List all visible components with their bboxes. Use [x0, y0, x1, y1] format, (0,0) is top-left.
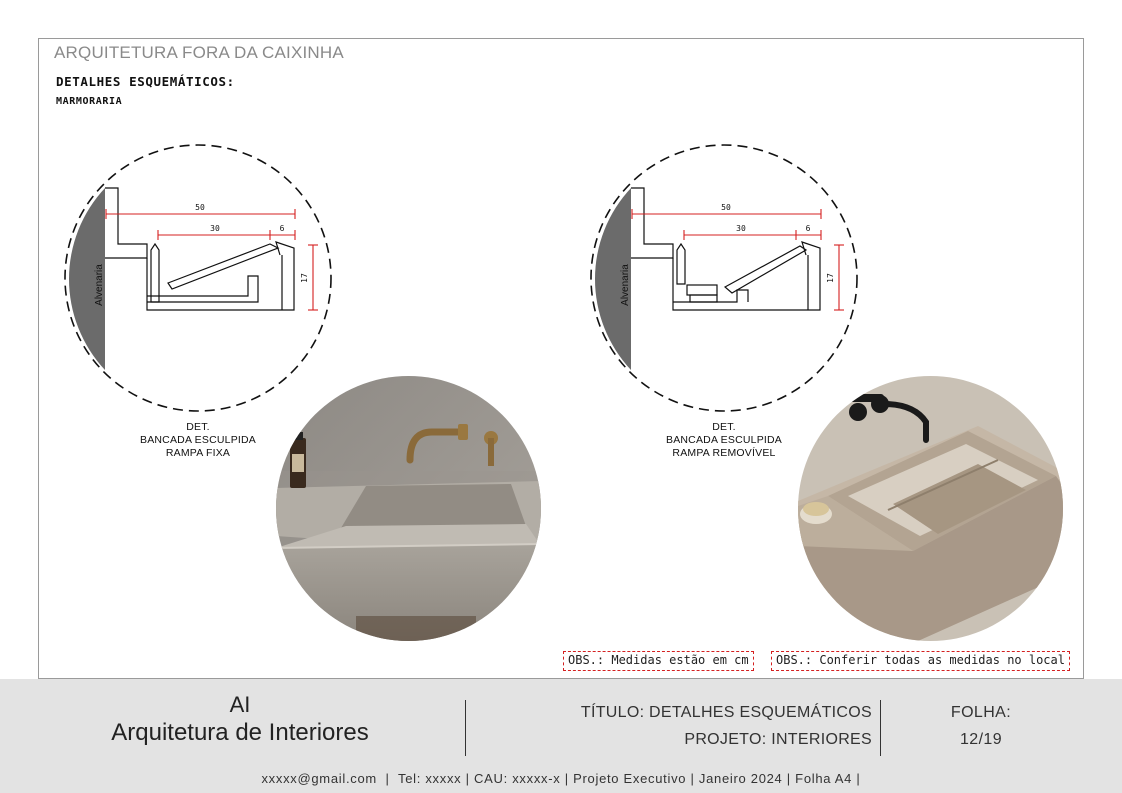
detail-2-basin-outline [673, 242, 820, 310]
detail-1-ramp [168, 244, 278, 289]
detail-2-dim-total: 50 [721, 203, 731, 212]
detail-1-caption-line1: DET. [186, 421, 210, 433]
title-block-divider-left [465, 700, 466, 756]
detail-1-caption-line2: BANCADA ESCULPIDA [139, 434, 257, 446]
detail-2-caption-line2: BANCADA ESCULPIDA [665, 434, 783, 446]
detail-2-basin-lip [677, 244, 685, 284]
detail-1-dim-total: 50 [195, 203, 205, 212]
detail-1-basin-lip [151, 244, 159, 302]
company-name: Arquitetura de Interiores [111, 719, 369, 746]
detail-1-caption-line3: RAMPA FIXA [165, 447, 231, 459]
project-name: PROJETO: INTERIORES [684, 731, 872, 748]
logo-initials: AI [229, 692, 251, 717]
detail-2-drain-base [690, 295, 717, 302]
detail-1-basin-outline [147, 242, 294, 310]
brand-title: ARQUITETURA FORA DA CAIXINHA [54, 43, 344, 62]
detail-1-dim-height: 17 [300, 273, 309, 283]
detail-2-wall-label: Alvenaria [620, 264, 631, 306]
detail-2-countertop-back [631, 188, 673, 258]
obs-units-note: OBS.: Medidas estão em cm [563, 651, 754, 671]
section-subtitle: MARMORARIA [56, 96, 123, 107]
detail-1-basin-floor [147, 276, 258, 302]
title-block-footer: xxxxx@gmail.com | Tel: xxxxx | CAU: xxxxx-x | Projeto Executivo | Janeiro 2024 | Folha A4 | [261, 771, 861, 786]
detail-1-dim-basin: 30 [210, 224, 220, 233]
sheet-label: FOLHA: [950, 704, 1012, 721]
sheet-title: TÍTULO: DETALHES ESQUEMÁTICOS [580, 704, 872, 721]
detail-1-dim-edge: 6 [279, 224, 285, 233]
detail-2-dim-edge: 6 [805, 224, 811, 233]
detail-2-caption-line1: DET. [712, 421, 736, 433]
section-title: DETALHES ESQUEMÁTICOS: [56, 74, 235, 89]
detail-2-dim-height: 17 [826, 273, 835, 283]
detail-1-countertop-back [105, 188, 147, 258]
title-block-logo [40, 692, 440, 748]
detail-2-basin-floor [673, 290, 748, 302]
detail-2-caption-line3: RAMPA REMOVÍVEL [672, 447, 776, 459]
detail-1-caption [98, 421, 298, 460]
sheet-number: 12/19 [959, 731, 1003, 748]
detail-1-drawing [65, 145, 331, 411]
detail-2-dim-basin: 30 [736, 224, 746, 233]
detail-2-caption [624, 421, 824, 460]
title-block-divider-right [880, 700, 881, 756]
detail-2-drain-block [687, 285, 717, 295]
obs-verify-note: OBS.: Conferir todas as medidas no local [771, 651, 1070, 671]
detail-1-wall-label: Alvenaria [94, 264, 105, 306]
detail-2-drawing [591, 145, 857, 411]
detail-2-ramp [725, 246, 806, 293]
